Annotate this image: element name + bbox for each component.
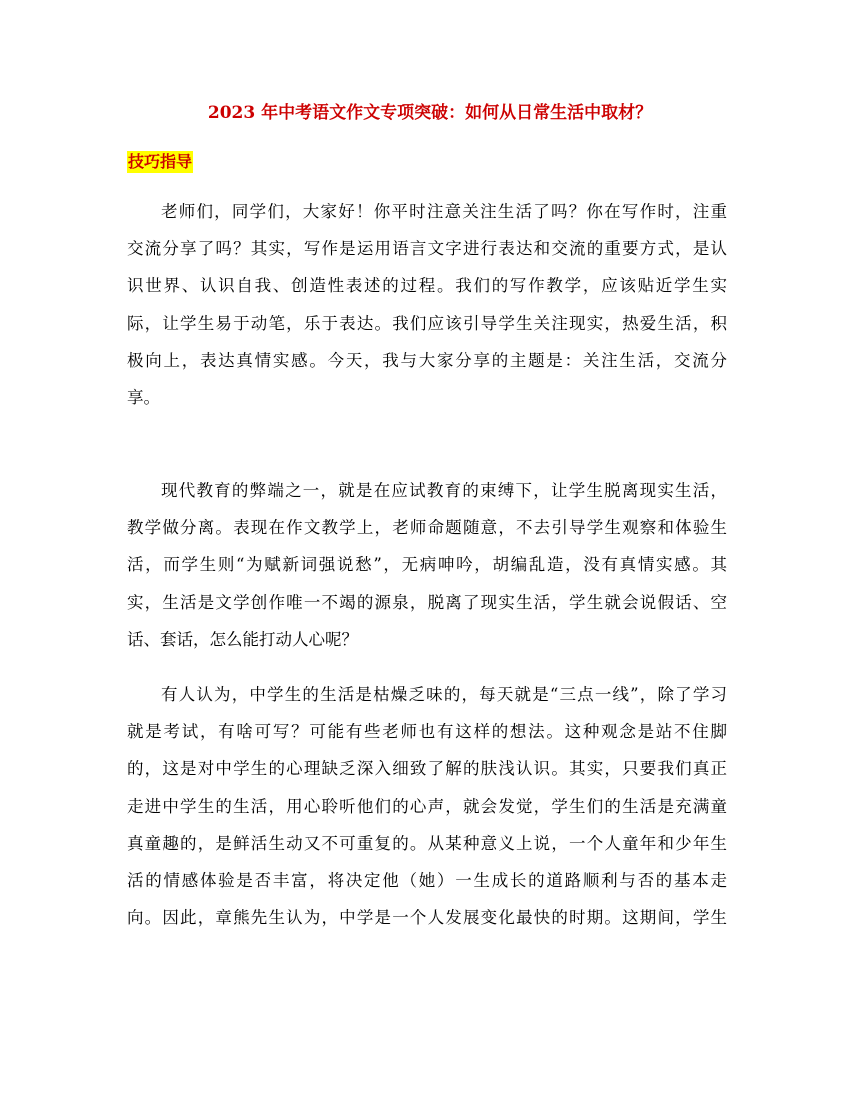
paragraph-line: 就是考试，有啥可写？可能有些老师也有这样的想法。这种观念是站不住脚 bbox=[127, 722, 727, 742]
paragraph-line: 现代教育的弊端之一，就是在应试教育的束缚下，让学生脱离现实生活， bbox=[161, 481, 727, 500]
paragraph-line: 活的情感体验是否丰富，将决定他（她）一生成长的道路顺利与否的基本走 bbox=[127, 870, 727, 890]
section-heading: 技巧指导 bbox=[128, 152, 193, 171]
paragraph-line: 走进中学生的生活，用心聆听他们的心声，就会发觉，学生们的生活是充满童 bbox=[127, 796, 727, 816]
paragraph-line: 实，生活是文学创作唯一不竭的源泉，脱离了现实生活，学生就会说假话、空 bbox=[127, 592, 727, 612]
paragraph-line: 有人认为，中学生的生活是枯燥乏味的，每天就是“三点一线”，除了学习 bbox=[161, 685, 727, 704]
paragraph-line: 际，让学生易于动笔，乐于表达。我们应该引导学生关注现实，热爱生活，积 bbox=[127, 313, 727, 333]
paragraph-line: 交流分享了吗？其实，写作是运用语言文字进行表达和交流的重要方式，是认 bbox=[127, 239, 727, 259]
paragraph-line: 向。因此，章熊先生认为，中学是一个人发展变化最快的时期。这期间，学生 bbox=[127, 908, 727, 928]
paragraph-line: 老师们，同学们，大家好！你平时注意关注生活了吗？你在写作时，注重 bbox=[161, 202, 727, 221]
paragraph-2 bbox=[127, 472, 727, 658]
paragraph-1 bbox=[127, 193, 727, 416]
paragraph-3 bbox=[127, 676, 727, 936]
paragraph-line: 的，这是对中学生的心理缺乏深入细致了解的肤浅认识。其实，只要我们真正 bbox=[127, 759, 727, 779]
paragraph-line: 极向上，表达真情实感。今天，我与大家分享的主题是：关注生活，交流分 bbox=[127, 350, 727, 370]
paragraph-line: 真童趣的，是鲜活生动又不可重复的。从某种意义上说，一个人童年和少年生 bbox=[127, 833, 727, 853]
document-title: 2023 年中考语文作文专项突破：如何从日常生活中取材？ bbox=[207, 103, 653, 123]
paragraph-line: 活，而学生则“为赋新词强说愁”，无病呻吟，胡编乱造，没有真情实感。其 bbox=[127, 555, 727, 575]
paragraph-line: 教学做分离。表现在作文教学上，老师命题随意，不去引导学生观察和体验生 bbox=[127, 518, 727, 538]
paragraph-line: 享。 bbox=[127, 387, 160, 407]
paragraph-line: 话、套话，怎么能打动人心呢？ bbox=[127, 629, 358, 649]
paragraph-line: 识世界、认识自我、创造性表述的过程。我们的写作教学，应该贴近学生实 bbox=[127, 276, 727, 296]
